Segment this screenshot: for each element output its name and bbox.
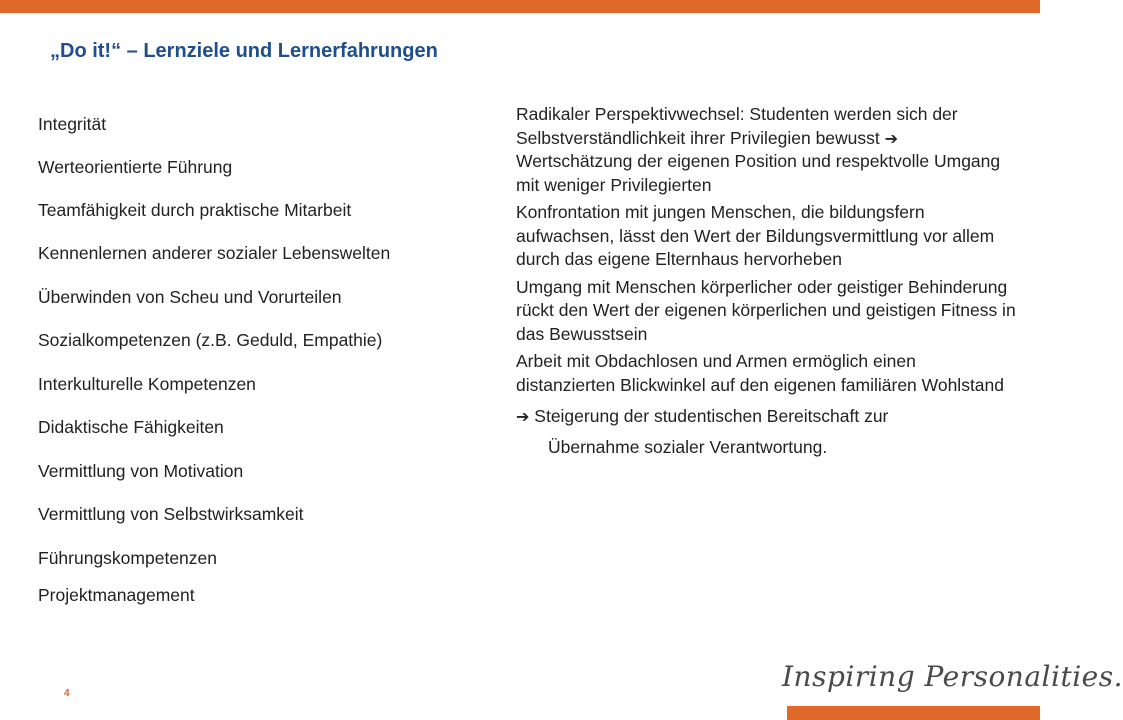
- list-item: Vermittlung von Selbstwirksamkeit: [38, 504, 304, 524]
- list-item: Interkulturelle Kompetenzen: [38, 374, 256, 394]
- list-item: Didaktische Fähigkeiten: [38, 417, 224, 437]
- list-item: Integrität: [38, 114, 107, 134]
- page-number: 4: [64, 688, 70, 699]
- list-item: Führungskompetenzen: [38, 548, 217, 568]
- experience-paragraph-1: [516, 103, 1016, 197]
- list-item: Vermittlung von Motivation: [38, 461, 244, 481]
- arrow-right-icon: ➔: [516, 407, 530, 426]
- paragraph-text: Radikaler Perspektivwechsel: Studenten werden sich der Selbstverständlichkeit ihrer Privilegien bewusst: [516, 104, 958, 148]
- conclusion-line-1: Steigerung der studentischen Bereitschaft zur: [534, 406, 889, 426]
- list-item: Projektmanagement: [38, 585, 195, 605]
- list-item: Kennenlernen anderer sozialer Lebenswelten: [38, 243, 391, 263]
- paragraph-text: Wertschätzung der eigenen Position und respektvolle Umgang mit weniger Privilegierten: [516, 151, 1001, 195]
- conclusion: [516, 401, 1016, 462]
- bottom-accent-bar: [787, 706, 1040, 720]
- conclusion-line-2: Übernahme sozialer Verantwortung.: [548, 437, 828, 457]
- list-item: Werteorientierte Führung: [38, 157, 233, 177]
- slide-title: „Do it!“ – Lernziele und Lernerfahrungen: [50, 40, 438, 62]
- experience-paragraph-3: Umgang mit Menschen körperlicher oder geistiger Behinderung rückt den Wert der eigenen körperlichen und geistigen Fitness in das Bewusstsein: [516, 276, 1016, 344]
- top-accent-bar: [0, 0, 1040, 13]
- experience-paragraph-2: Konfrontation mit jungen Menschen, die bildungsfern aufwachsen, lässt den Wert der Bildungsvermittlung vor allem durch das eigene Elternhaus hervorheben: [516, 202, 995, 269]
- list-item: Teamfähigkeit durch praktische Mitarbeit: [38, 200, 352, 220]
- arrow-right-icon: ➔: [884, 128, 899, 148]
- experience-paragraph-4: Arbeit mit Obdachlosen und Armen ermöglich einen distanzierten Blickwinkel auf den eigenen familiären Wohlstand: [516, 351, 1005, 395]
- learning-experiences: [516, 103, 1016, 462]
- brand-logo: Inspiring Personalities.: [782, 660, 1123, 693]
- list-item: Überwinden von Scheu und Vorurteilen: [38, 287, 342, 307]
- list-item: Sozialkompetenzen (z.B. Geduld, Empathie): [38, 330, 383, 350]
